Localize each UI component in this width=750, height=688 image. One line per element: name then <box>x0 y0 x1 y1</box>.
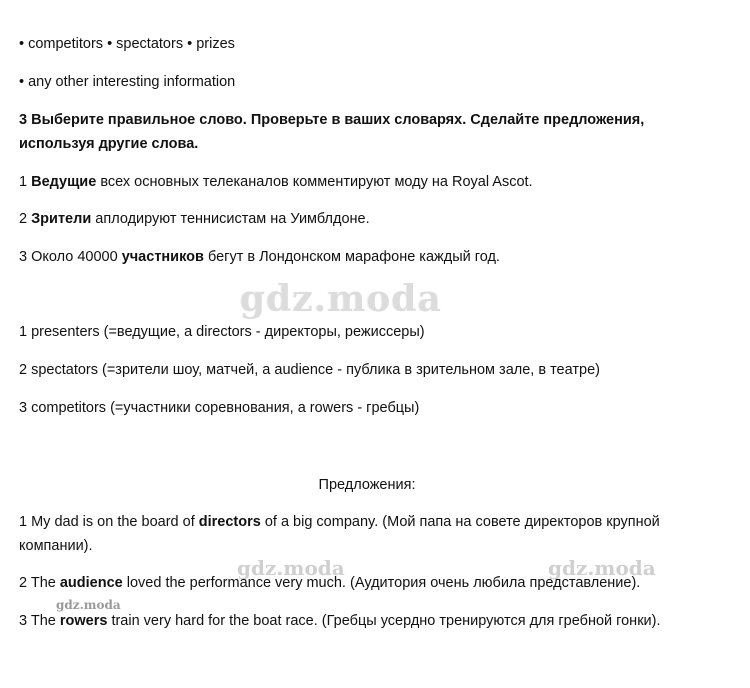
answer-line: 2 spectators (=зрители шоу, матчей, a audience - публика в зрительном зале, в театре) <box>19 362 600 378</box>
sentence-num: 2 <box>19 211 32 227</box>
examples-title: Предложения: <box>318 477 416 493</box>
sentence-keyword: Зрители <box>31 211 92 227</box>
sentence-rest: аплодируют теннисистам на Уимблдоне. <box>91 211 370 227</box>
example-num: 1 My dad is on the board of <box>19 514 199 530</box>
bullet-line: • any other interesting information <box>19 74 236 90</box>
example-keyword: audience <box>59 575 123 591</box>
example-1 <box>19 510 719 558</box>
sentence-num: 1 <box>19 174 32 190</box>
watermark-logo: gdz.moda <box>56 598 121 612</box>
example-rest: loved the performance very much. (Аудитория очень любила представление). <box>122 575 641 591</box>
example-3 <box>19 611 661 631</box>
sentence-2 <box>19 209 370 229</box>
watermark-logo: gdz.moda <box>240 278 442 320</box>
answer-line: 1 presenters (=ведущие, a directors - директоры, режиссеры) <box>19 324 425 340</box>
sentence-rest: бегут в Лондонском марафоне каждый год. <box>203 249 500 265</box>
sentence-3 <box>19 247 500 267</box>
bullet-line: • competitors • spectators • prizes <box>19 36 235 52</box>
example-num: 3 The <box>19 613 60 629</box>
sentence-1 <box>19 172 533 192</box>
sentence-rest: всех основных телеканалов комментируют моду на Royal Ascot. <box>96 174 533 190</box>
sentence-num: 3 Около 40000 <box>19 249 122 265</box>
watermark-logo: gdz.moda <box>548 556 656 580</box>
example-2 <box>19 573 640 593</box>
answer-line: 3 competitors (=участники соревнования, а rowers - гребцы) <box>19 400 420 416</box>
task-heading: 3 Выберите правильное слово. Проверьте в ваших словарях. Сделайте предложения, используя другие слова. <box>19 112 645 152</box>
example-num: 2 The <box>19 575 60 591</box>
example-rest: train very hard for the boat race. (Гребцы усердно тренируются для гребной гонки). <box>107 613 661 629</box>
sentence-keyword: Ведущие <box>31 174 97 190</box>
sentence-keyword: участников <box>121 249 204 265</box>
example-rest: of a big company. (Мой папа на совете директоров крупной компании). <box>19 514 660 554</box>
example-keyword: directors <box>198 514 261 530</box>
watermark-logo: gdz.moda <box>237 556 345 580</box>
example-keyword: rowers <box>59 613 108 629</box>
